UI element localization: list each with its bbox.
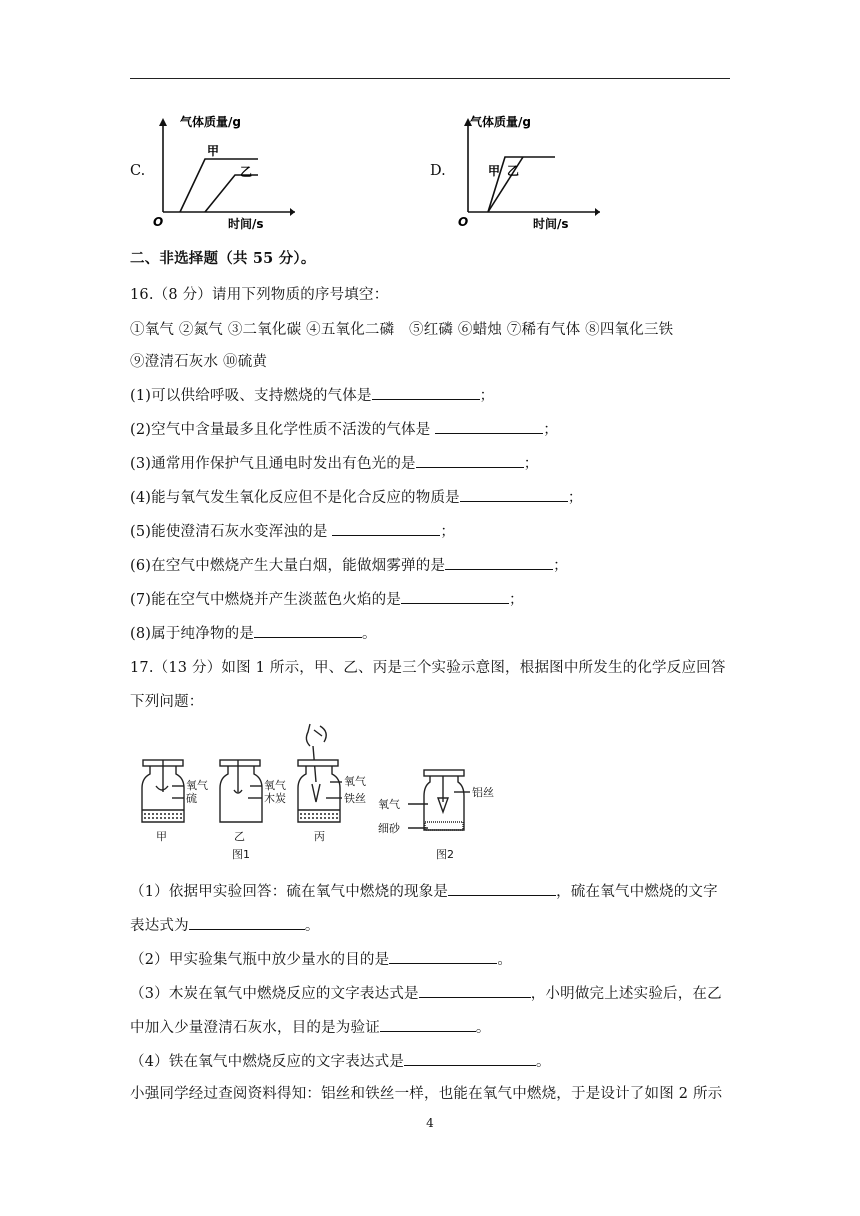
label-jia: 甲 [488, 164, 501, 178]
label-jia: 甲 [207, 144, 220, 158]
fig-label-sulfur: 硫 [186, 792, 197, 805]
fig-label-iron-wire: 铁丝 [344, 792, 366, 805]
fig-label-oxygen: 氧气 [186, 779, 208, 792]
graph-d [455, 112, 605, 232]
q17-last-line: 小强同学经过查阅资料得知：铝丝和铁丝一样，也能在氧气中燃烧，于是设计了如图 2 所示 [130, 1086, 723, 1102]
jar-jia [142, 760, 184, 822]
fig-label-jia: 甲 [156, 830, 167, 843]
q16-item-8: (8)属于纯净物的是 。 [130, 622, 377, 643]
q17-part-3b: 中加入少量澄清石灰水，目的是为验证 。 [130, 1016, 491, 1037]
q16-item-5: (5)能使澄清石灰水变浑浊的是 ； [130, 520, 455, 541]
q17-part-4: （4）铁在氧气中燃烧反应的文字表达式是 。 [130, 1050, 551, 1071]
origin-label: O [458, 215, 469, 229]
fig-label-bing: 丙 [314, 830, 325, 843]
fig-label-al-wire: 铝丝 [472, 786, 494, 799]
fig-label-charcoal: 木炭 [264, 792, 286, 805]
q16-item-2: (2)空气中含量最多且化学性质不活泼的气体是 ； [130, 418, 558, 439]
answer-blank[interactable] [380, 1016, 476, 1032]
answer-blank[interactable] [445, 554, 553, 570]
section-title: 二、非选择题（共 55 分）。 [130, 250, 316, 267]
x-axis-label: 时间/s [533, 217, 569, 231]
y-axis-label: 气体质量/g [180, 115, 241, 129]
answer-blank[interactable] [435, 418, 543, 434]
q17-part-1b: 表达式为 。 [130, 914, 320, 935]
graph-c [150, 112, 300, 232]
option-c-label: C. [130, 163, 146, 179]
experiment-figure [138, 722, 494, 864]
q16-item-4: (4)能与氧气发生氧化反应但不是化合反应的物质是 ； [130, 486, 583, 507]
q17-part-2: （2）甲实验集气瓶中放少量水的目的是 。 [130, 948, 512, 969]
x-axis-arrow [595, 208, 600, 216]
q16-item-1: (1)可以供给呼吸、支持燃烧的气体是 ； [130, 384, 494, 405]
answer-blank[interactable] [416, 452, 524, 468]
q17-stem-2: 下列问题： [130, 694, 204, 710]
answer-blank[interactable] [404, 1050, 536, 1066]
q17-stem-1: 17.（13 分）如图 1 所示，甲、乙、丙是三个实验示意图，根据图中所发生的化学反应回答 [130, 660, 726, 676]
fig-caption-1: 图1 [232, 848, 250, 861]
answer-blank[interactable] [460, 486, 568, 502]
label-yi: 乙 [240, 165, 253, 179]
q16-stem: 16.（8 分）请用下列物质的序号填空： [130, 287, 389, 303]
fig-caption-2: 图2 [436, 848, 454, 861]
label-yi: 乙 [507, 164, 520, 178]
q16-item-6: (6)在空气中燃烧产生大量白烟，能做烟雾弹的是 ； [130, 554, 568, 575]
answer-blank[interactable] [448, 880, 556, 896]
header-rule [130, 78, 730, 79]
q17-part-1a: （1）依据甲实验回答：硫在氧气中燃烧的现象是 ，硫在氧气中燃烧的文字 [130, 880, 718, 901]
fig-label-sand: 细砂 [378, 822, 400, 835]
answer-blank[interactable] [419, 982, 531, 998]
page-number: 4 [426, 1116, 434, 1130]
fig-label-oxygen: 氧气 [344, 775, 366, 788]
y-axis-arrow [159, 118, 167, 126]
x-axis-arrow [290, 208, 295, 216]
jar-yi [220, 760, 262, 822]
answer-blank[interactable] [401, 588, 509, 604]
q17-part-3a: （3）木炭在氧气中燃烧反应的文字表达式是 ，小明做完上述实验后，在乙 [130, 982, 722, 1003]
fig-label-yi: 乙 [234, 830, 245, 843]
y-axis-label: 气体质量/g [470, 115, 531, 129]
answer-blank[interactable] [189, 914, 305, 930]
answer-blank[interactable] [372, 384, 480, 400]
q16-options-2: ⑨澄清石灰水 ⑩硫黄 [130, 354, 268, 370]
q16-item-7: (7)能在空气中燃烧并产生淡蓝色火焰的是 ； [130, 588, 524, 609]
q16-item-3: (3)通常用作保护气且通电时发出有色光的是 ； [130, 452, 538, 473]
option-d-label: D. [430, 163, 446, 179]
jar-fig2 [408, 770, 470, 830]
fig-label-oxygen: 氧气 [378, 798, 400, 811]
q16-options-1: ①氧气 ②氮气 ③二氧化碳 ④五氧化二磷 ⑤红磷 ⑥蜡烛 ⑦稀有气体 ⑧四氧化三铁 [130, 322, 674, 338]
fig-label-oxygen: 氧气 [264, 779, 286, 792]
jar-bing [298, 724, 342, 822]
x-axis-label: 时间/s [228, 217, 264, 231]
answer-blank[interactable] [332, 520, 440, 536]
answer-blank[interactable] [254, 622, 362, 638]
origin-label: O [153, 215, 164, 229]
answer-blank[interactable] [389, 948, 497, 964]
curve-yi [205, 175, 258, 212]
